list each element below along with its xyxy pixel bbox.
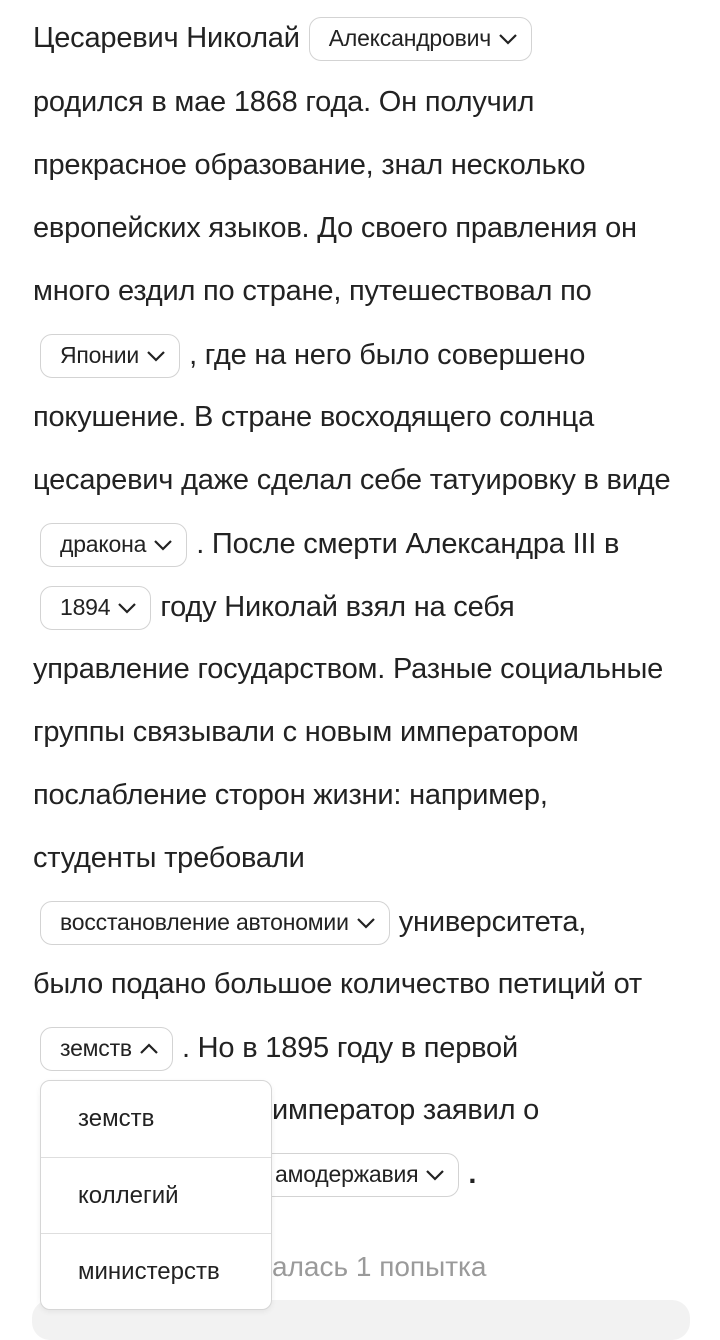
chevron-down-icon <box>355 916 377 930</box>
passage-text: , где на него было совершено <box>189 339 586 371</box>
gap-dropdown-patronymic[interactable] <box>309 17 532 61</box>
gap-dropdown-demand[interactable] <box>40 901 390 945</box>
passage-text: Цесаревич Николай <box>33 22 300 54</box>
passage-line <box>33 638 663 701</box>
gap-dropdown-tattoo[interactable] <box>40 523 187 567</box>
passage-text: . Но в 1895 году в первой <box>181 1032 518 1064</box>
gap-dropdown-country[interactable] <box>40 334 180 378</box>
chevron-down-icon <box>152 538 174 552</box>
passage-line <box>40 513 619 576</box>
passage-text: европейских языков. До своего правления он <box>33 212 637 244</box>
dropdown-option-zemstv[interactable]: земств <box>78 1105 155 1132</box>
chevron-down-icon <box>116 601 138 615</box>
passage-text: много ездил по стране, путешествовал по <box>33 275 592 307</box>
passage-line <box>33 71 534 134</box>
dropdown-value: амодержавия <box>275 1161 419 1187</box>
passage-text: студенты требовали <box>33 842 305 874</box>
passage-line <box>40 324 585 387</box>
passage-line <box>33 827 305 890</box>
passage-text: цесаревич даже сделал себе татуировку в виде <box>33 464 671 496</box>
passage-text: послабление сторон жизни: например, <box>33 779 548 811</box>
passage-line <box>40 1017 518 1080</box>
passage-text: . <box>468 1158 477 1190</box>
dropdown-value: Александрович <box>328 25 492 51</box>
passage-line <box>33 7 532 70</box>
passage-line <box>33 953 642 1016</box>
dropdown-value: восстановление автономии <box>60 909 349 935</box>
passage-text: группы связывали с новым императором <box>33 716 579 748</box>
dropdown-value: дракона <box>60 531 147 557</box>
dropdown-value: земств <box>60 1035 132 1061</box>
passage-text: университета, <box>398 906 587 938</box>
passage-line <box>33 134 585 197</box>
passage-text: году Николай взял на себя <box>160 591 515 623</box>
dropdown-option-ministerstv[interactable]: министерств <box>41 1233 271 1309</box>
passage-text: родился в мае 1868 года. Он получил <box>33 86 535 118</box>
attempts-counter: алась 1 попытка <box>272 1251 487 1282</box>
passage-line <box>33 449 670 512</box>
chevron-up-icon <box>138 1042 160 1056</box>
gap-dropdown-year[interactable] <box>40 586 151 630</box>
dropdown-menu <box>40 1080 272 1310</box>
passage-line <box>33 260 592 323</box>
chevron-down-icon <box>145 349 167 363</box>
passage-line <box>33 386 594 449</box>
dropdown-option-kollegiy[interactable]: коллегий <box>41 1157 271 1233</box>
chevron-down-icon <box>424 1168 446 1182</box>
passage-text: управление государством. Разные социальные <box>33 653 664 685</box>
passage-text: император заявил о <box>272 1094 540 1126</box>
chevron-down-icon <box>497 32 519 46</box>
passage-line <box>40 576 514 639</box>
gap-dropdown-petitions-open[interactable] <box>40 1027 173 1071</box>
passage-text: было подано большое количество петиций от <box>33 968 642 1000</box>
passage-line <box>33 701 579 764</box>
passage-text: прекрасное образование, знал несколько <box>33 149 586 181</box>
passage-text: . После смерти Александра III в <box>196 528 620 560</box>
passage-line <box>33 197 637 260</box>
passage-text: покушение. В стране восходящего солнца <box>33 401 595 433</box>
dropdown-value: 1894 <box>60 594 111 620</box>
dropdown-value: Японии <box>60 342 140 368</box>
passage-line <box>33 764 548 827</box>
passage-line <box>40 891 586 954</box>
